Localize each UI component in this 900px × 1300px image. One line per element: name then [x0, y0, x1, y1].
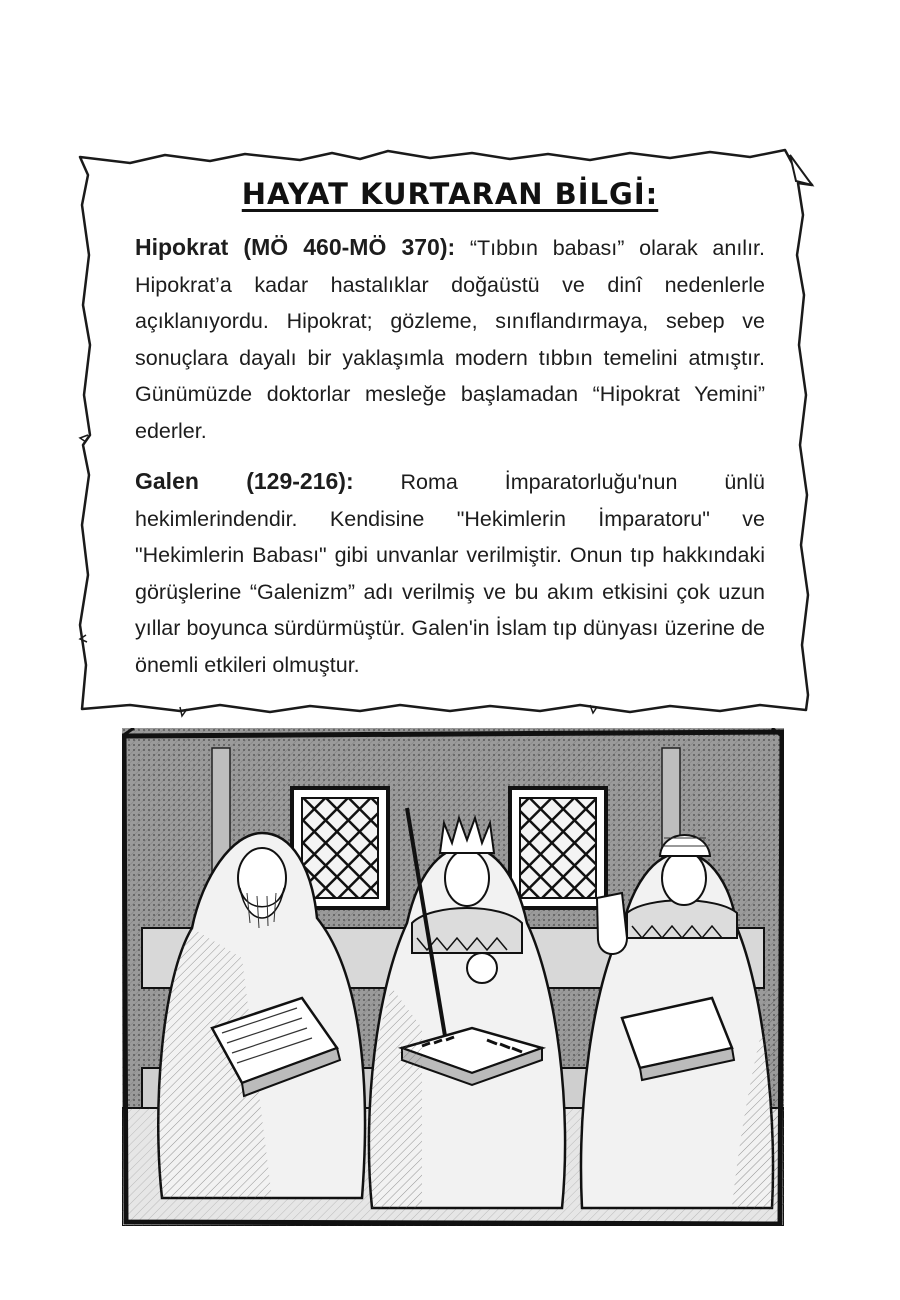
- physicians-illustration: [122, 728, 784, 1226]
- three-seated-physicians-illustration: [122, 728, 784, 1226]
- info-box: [70, 145, 820, 720]
- entry-heading: Galen (129-216):: [135, 468, 354, 494]
- entry-heading: Hipokrat (MÖ 460-MÖ 370):: [135, 234, 456, 260]
- entry-hipokrat: [135, 229, 765, 449]
- entry-galen: [135, 463, 765, 683]
- info-box-title-text: HAYAT KURTARAN BİLGİ:: [241, 177, 659, 211]
- info-box-title: [135, 177, 765, 211]
- info-box-content: [135, 177, 765, 697]
- entry-text: “Tıbbın babası” olarak anılır. Hipokrat’a kadar hastalıklar doğaüstü ve dinî nedenlerle açıklanıyordu. Hipokrat; gözleme, sınıflandırmaya, sebep ve sonuçlara dayalı bir yaklaşımla modern tıbbın temelini atmıştır. Günümüzde doktorlar mesleğe başlamadan “Hipokrat Yemini” ederler.: [135, 236, 765, 443]
- entry-text: Roma İmparatorluğu'nun ünlü hekimlerindendir. Kendisine "Hekimlerin İmparatoru" ve "Hekimlerin Babası" gibi unvanlar verilmiştir. Onun tıp hakkındaki görüşlerine “Galenizm” adı verilmiş ve bu akım etkisini çok uzun yıllar boyunca sürdürmüştür. Galen'in İslam tıp dünyası üzerine de önemli etkileri olmuştur.: [135, 470, 765, 677]
